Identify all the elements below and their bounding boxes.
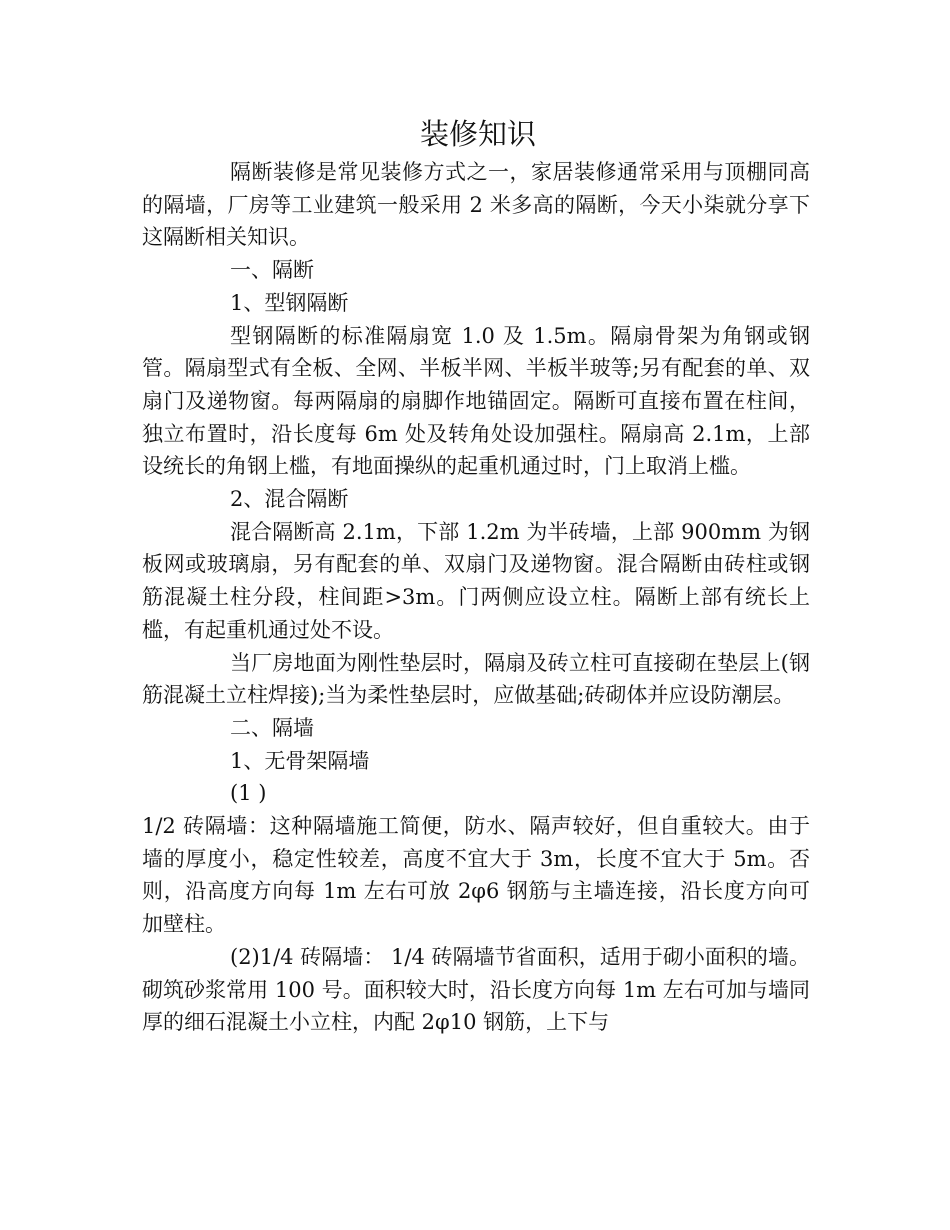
document-page: [142, 112, 810, 1039]
subsection-heading-steel-partition: 1、型钢隔断: [230, 290, 349, 315]
item-number-1: (1 ): [230, 781, 267, 806]
section-heading-partition-wall: 二、隔墙: [230, 715, 314, 740]
steel-partition-paragraph: 型钢隔断的标准隔扇宽 1.0 及 1.5m。隔扇骨架为角钢或钢管。隔扇型式有全板、全网、半板半网、半板半玻等;另有配套的单、双扇门及递物窗。每两隔扇的扇脚作地锚固定。隔断可直接布置在柱间，独立布置时，沿长度每 6m 处及转角处设加强柱。隔扇高 2.1m，上部设统长的角钢上槛，有地面操纵的起重机通过时，门上取消上槛。: [142, 323, 810, 479]
subsection-heading-mixed-partition: 2、混合隔断: [230, 487, 349, 512]
subsection-heading-frameless-wall: 1、无骨架隔墙: [230, 748, 370, 773]
document-title: 装修知识: [419, 117, 536, 151]
mixed-partition-paragraph: 混合隔断高 2.1m，下部 1.2m 为半砖墙，上部 900mm 为钢板网或玻璃扇，另有配套的单、双扇门及递物窗。混合隔断由砖柱或钢筋混凝土柱分段，柱间距>3m。门两侧应设立柱。隔断上部有统长上槛，有起重机通过处不设。: [142, 519, 810, 642]
section-heading-partition: 一、隔断: [230, 258, 314, 283]
intro-paragraph: 隔断装修是常见装修方式之一，家居装修通常采用与顶棚同高的隔墙，厂房等工业建筑一般采用 2 米多高的隔断，今天小柒就分享下这隔断相关知识。: [142, 160, 810, 250]
quarter-brick-wall-paragraph: (2)1/4 砖隔墙： 1/4 砖隔墙节省面积，适用于砌小面积的墙。砌筑砂浆常用 100 号。面积较大时，沿长度方向每 1m 左右可加与墙同厚的细石混凝土小立柱，内配 2φ10 钢筋，上下与: [142, 944, 810, 1035]
floor-cushion-paragraph: 当厂房地面为刚性垫层时，隔扇及砖立柱可直接砌在垫层上(钢筋混凝土立柱焊接);当为柔性垫层时，应做基础;砖砌体并应设防潮层。: [142, 650, 810, 708]
half-brick-wall-paragraph: 1/2 砖隔墙：这种隔墙施工简便，防水、隔声较好，但自重较大。由于墙的厚度小，稳定性较差，高度不宜大于 3m，长度不宜大于 5m。否则，沿高度方向每 1m 左右可放 2φ6 钢筋与主墙连接，沿长度方向可加壁柱。: [142, 814, 810, 937]
